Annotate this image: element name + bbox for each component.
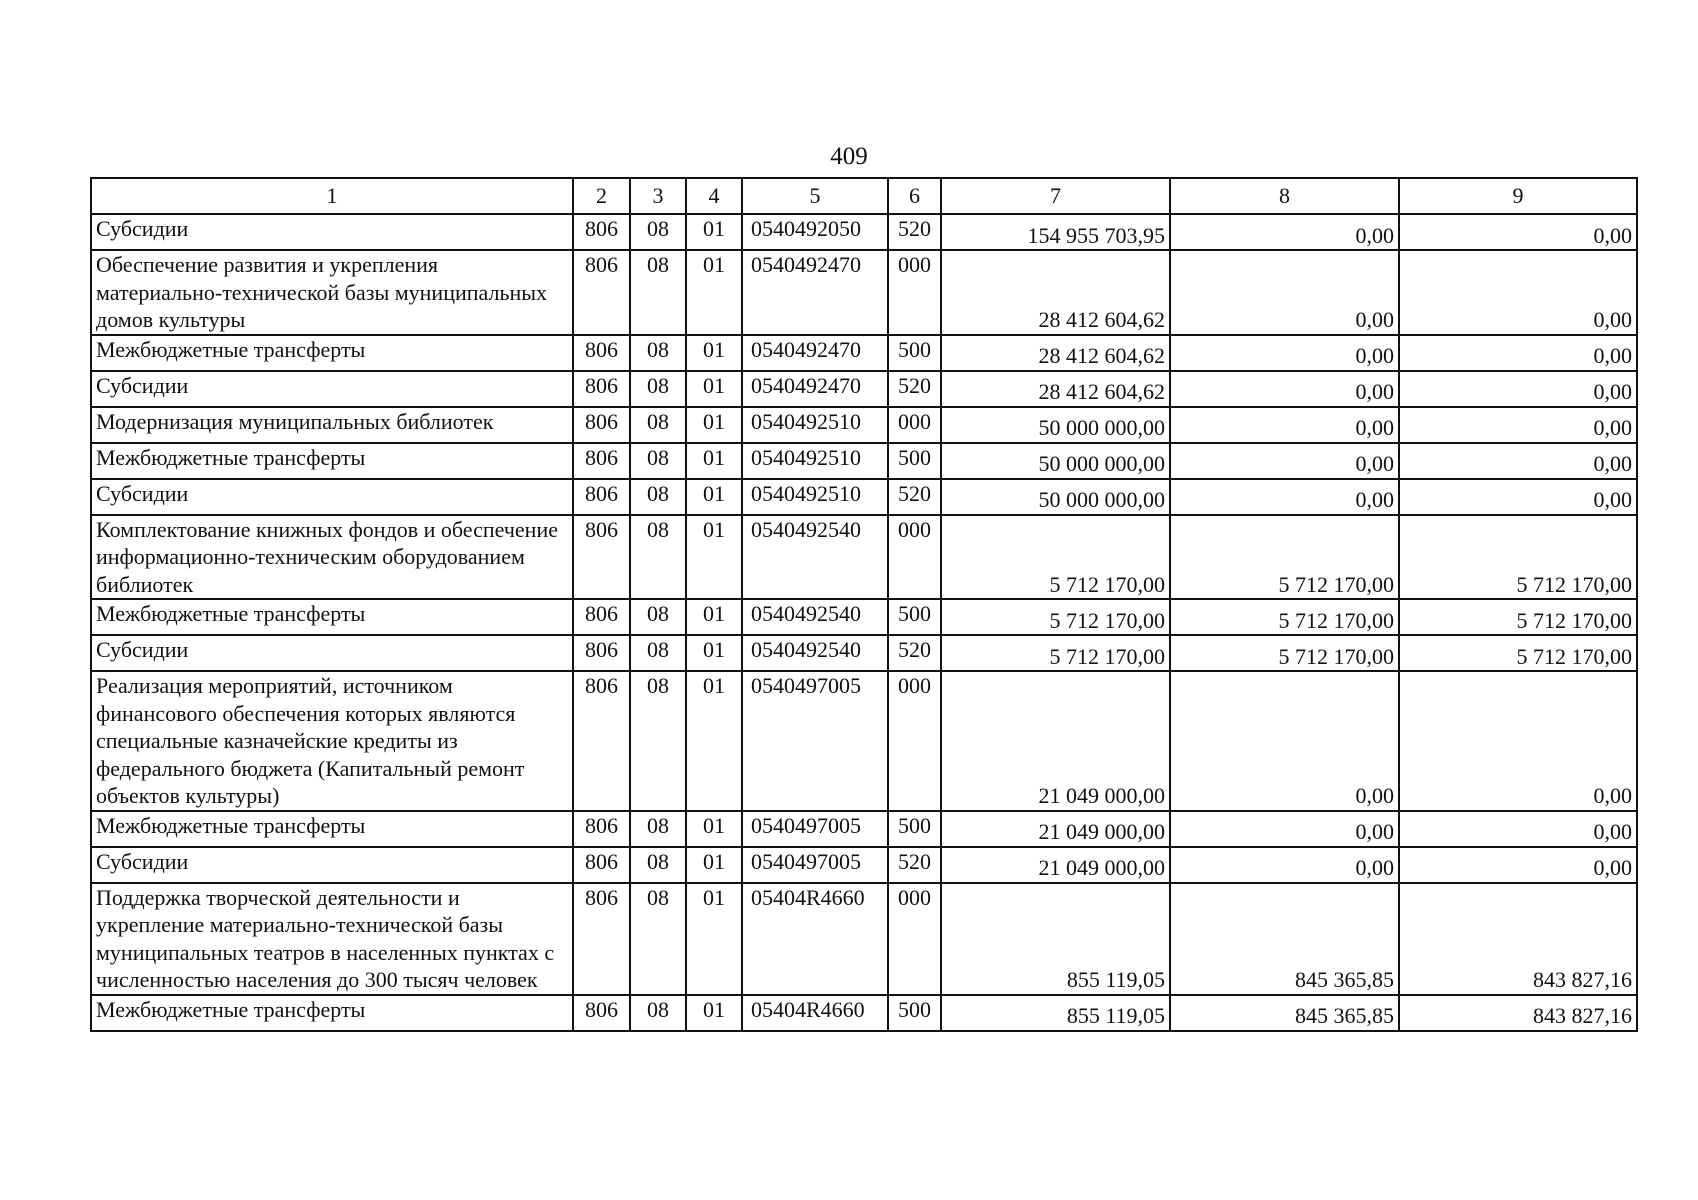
section-cell: 08 <box>630 407 686 443</box>
amount-col7-cell: 5 712 170,00 <box>941 635 1170 671</box>
name-cell: Поддержка творческой деятельности и укрепление материально-технической базы муниципальных театров в населенных пунктах с численностью населения до 300 тысяч человек <box>91 883 573 995</box>
target-article-cell: 05404R4660 <box>742 995 888 1031</box>
amount-col9-cell: 843 827,16 <box>1399 883 1637 995</box>
amount-col9-cell: 0,00 <box>1399 214 1637 250</box>
subsection-cell: 01 <box>686 635 742 671</box>
name-cell: Межбюджетные трансферты <box>91 811 573 847</box>
amount-col7-cell: 28 412 604,62 <box>941 250 1170 335</box>
name-cell: Субсидии <box>91 214 573 250</box>
table-body <box>91 214 1637 1031</box>
amount-col8-cell: 0,00 <box>1170 250 1399 335</box>
admin-code-cell: 806 <box>573 599 630 635</box>
name-cell: Субсидии <box>91 371 573 407</box>
expense-type-cell: 520 <box>888 371 941 407</box>
header-cell-7: 7 <box>941 178 1170 214</box>
target-article-cell: 0540492540 <box>742 515 888 600</box>
amount-col9-cell: 5 712 170,00 <box>1399 599 1637 635</box>
name-cell: Модернизация муниципальных библиотек <box>91 407 573 443</box>
subsection-cell: 01 <box>686 847 742 883</box>
admin-code-cell: 806 <box>573 250 630 335</box>
name-cell: Субсидии <box>91 635 573 671</box>
admin-code-cell: 806 <box>573 811 630 847</box>
admin-code-cell: 806 <box>573 635 630 671</box>
section-cell: 08 <box>630 443 686 479</box>
table-row <box>91 599 1637 635</box>
target-article-cell: 0540492510 <box>742 443 888 479</box>
expense-type-cell: 000 <box>888 250 941 335</box>
amount-col9-cell: 843 827,16 <box>1399 995 1637 1031</box>
header-cell-6: 6 <box>888 178 941 214</box>
expense-type-cell: 520 <box>888 479 941 515</box>
target-article-cell: 0540492510 <box>742 407 888 443</box>
amount-col8-cell: 0,00 <box>1170 214 1399 250</box>
amount-col9-cell: 0,00 <box>1399 443 1637 479</box>
amount-col8-cell: 845 365,85 <box>1170 995 1399 1031</box>
amount-col9-cell: 0,00 <box>1399 371 1637 407</box>
target-article-cell: 0540492470 <box>742 371 888 407</box>
amount-col8-cell: 0,00 <box>1170 335 1399 371</box>
amount-col8-cell: 845 365,85 <box>1170 883 1399 995</box>
subsection-cell: 01 <box>686 599 742 635</box>
section-cell: 08 <box>630 515 686 600</box>
table-row <box>91 443 1637 479</box>
amount-col8-cell: 0,00 <box>1170 407 1399 443</box>
section-cell: 08 <box>630 671 686 811</box>
admin-code-cell: 806 <box>573 407 630 443</box>
target-article-cell: 0540492510 <box>742 479 888 515</box>
header-cell-5: 5 <box>742 178 888 214</box>
header-cell-3: 3 <box>630 178 686 214</box>
amount-col7-cell: 50 000 000,00 <box>941 443 1170 479</box>
target-article-cell: 0540497005 <box>742 671 888 811</box>
amount-col8-cell: 0,00 <box>1170 443 1399 479</box>
name-cell: Межбюджетные трансферты <box>91 599 573 635</box>
expense-type-cell: 000 <box>888 407 941 443</box>
name-cell: Комплектование книжных фондов и обеспечение информационно-техническим оборудованием библиотек <box>91 515 573 600</box>
page-number: 409 <box>830 143 868 170</box>
admin-code-cell: 806 <box>573 479 630 515</box>
admin-code-cell: 806 <box>573 371 630 407</box>
admin-code-cell: 806 <box>573 443 630 479</box>
name-cell: Межбюджетные трансферты <box>91 443 573 479</box>
subsection-cell: 01 <box>686 479 742 515</box>
table-row <box>91 811 1637 847</box>
target-article-cell: 05404R4660 <box>742 883 888 995</box>
admin-code-cell: 806 <box>573 214 630 250</box>
section-cell: 08 <box>630 479 686 515</box>
expense-type-cell: 500 <box>888 443 941 479</box>
amount-col8-cell: 0,00 <box>1170 811 1399 847</box>
table-row <box>91 214 1637 250</box>
table-row <box>91 479 1637 515</box>
subsection-cell: 01 <box>686 995 742 1031</box>
target-article-cell: 0540492540 <box>742 599 888 635</box>
name-cell: Обеспечение развития и укрепления материально-технической базы муниципальных домов культуры <box>91 250 573 335</box>
section-cell: 08 <box>630 883 686 995</box>
name-cell: Субсидии <box>91 479 573 515</box>
subsection-cell: 01 <box>686 214 742 250</box>
subsection-cell: 01 <box>686 671 742 811</box>
admin-code-cell: 806 <box>573 847 630 883</box>
target-article-cell: 0540492540 <box>742 635 888 671</box>
expense-type-cell: 520 <box>888 635 941 671</box>
amount-col7-cell: 855 119,05 <box>941 883 1170 995</box>
name-cell: Межбюджетные трансферты <box>91 335 573 371</box>
expense-type-cell: 000 <box>888 515 941 600</box>
table-row <box>91 407 1637 443</box>
header-cell-1: 1 <box>91 178 573 214</box>
target-article-cell: 0540492470 <box>742 250 888 335</box>
table-row <box>91 883 1637 995</box>
amount-col7-cell: 5 712 170,00 <box>941 599 1170 635</box>
subsection-cell: 01 <box>686 443 742 479</box>
section-cell: 08 <box>630 599 686 635</box>
amount-col9-cell: 0,00 <box>1399 335 1637 371</box>
subsection-cell: 01 <box>686 883 742 995</box>
admin-code-cell: 806 <box>573 883 630 995</box>
amount-col8-cell: 0,00 <box>1170 479 1399 515</box>
amount-col7-cell: 50 000 000,00 <box>941 407 1170 443</box>
amount-col7-cell: 28 412 604,62 <box>941 335 1170 371</box>
admin-code-cell: 806 <box>573 995 630 1031</box>
amount-col9-cell: 0,00 <box>1399 811 1637 847</box>
name-cell: Реализация мероприятий, источником финансового обеспечения которых являются специальные казначейские кредиты из федерального бюджета (Капитальный ремонт объектов культуры) <box>91 671 573 811</box>
amount-col9-cell: 5 712 170,00 <box>1399 515 1637 600</box>
expense-type-cell: 500 <box>888 995 941 1031</box>
expense-type-cell: 500 <box>888 811 941 847</box>
amount-col7-cell: 28 412 604,62 <box>941 371 1170 407</box>
subsection-cell: 01 <box>686 811 742 847</box>
header-cell-2: 2 <box>573 178 630 214</box>
expense-type-cell: 520 <box>888 847 941 883</box>
amount-col9-cell: 0,00 <box>1399 479 1637 515</box>
amount-col7-cell: 855 119,05 <box>941 995 1170 1031</box>
subsection-cell: 01 <box>686 515 742 600</box>
amount-col8-cell: 0,00 <box>1170 371 1399 407</box>
amount-col8-cell: 5 712 170,00 <box>1170 515 1399 600</box>
header-cell-4: 4 <box>686 178 742 214</box>
expense-type-cell: 520 <box>888 214 941 250</box>
admin-code-cell: 806 <box>573 671 630 811</box>
target-article-cell: 0540497005 <box>742 847 888 883</box>
amount-col9-cell: 0,00 <box>1399 250 1637 335</box>
expense-type-cell: 500 <box>888 599 941 635</box>
table-row <box>91 847 1637 883</box>
amount-col8-cell: 5 712 170,00 <box>1170 635 1399 671</box>
subsection-cell: 01 <box>686 407 742 443</box>
budget-table <box>90 177 1638 1032</box>
table-row <box>91 250 1637 335</box>
table-row <box>91 515 1637 600</box>
admin-code-cell: 806 <box>573 515 630 600</box>
header-cell-9: 9 <box>1399 178 1637 214</box>
subsection-cell: 01 <box>686 335 742 371</box>
amount-col9-cell: 0,00 <box>1399 671 1637 811</box>
table-row <box>91 635 1637 671</box>
amount-col9-cell: 0,00 <box>1399 847 1637 883</box>
expense-type-cell: 500 <box>888 335 941 371</box>
section-cell: 08 <box>630 635 686 671</box>
section-cell: 08 <box>630 847 686 883</box>
amount-col7-cell: 154 955 703,95 <box>941 214 1170 250</box>
amount-col8-cell: 0,00 <box>1170 847 1399 883</box>
subsection-cell: 01 <box>686 250 742 335</box>
admin-code-cell: 806 <box>573 335 630 371</box>
amount-col8-cell: 0,00 <box>1170 671 1399 811</box>
expense-type-cell: 000 <box>888 671 941 811</box>
header-cell-8: 8 <box>1170 178 1399 214</box>
amount-col9-cell: 0,00 <box>1399 407 1637 443</box>
target-article-cell: 0540492050 <box>742 214 888 250</box>
name-cell: Субсидии <box>91 847 573 883</box>
table-row <box>91 371 1637 407</box>
subsection-cell: 01 <box>686 371 742 407</box>
amount-col7-cell: 21 049 000,00 <box>941 671 1170 811</box>
name-cell: Межбюджетные трансферты <box>91 995 573 1031</box>
target-article-cell: 0540497005 <box>742 811 888 847</box>
target-article-cell: 0540492470 <box>742 335 888 371</box>
amount-col7-cell: 5 712 170,00 <box>941 515 1170 600</box>
section-cell: 08 <box>630 335 686 371</box>
expense-type-cell: 000 <box>888 883 941 995</box>
section-cell: 08 <box>630 371 686 407</box>
amount-col7-cell: 21 049 000,00 <box>941 847 1170 883</box>
amount-col8-cell: 5 712 170,00 <box>1170 599 1399 635</box>
table-row <box>91 671 1637 811</box>
amount-col9-cell: 5 712 170,00 <box>1399 635 1637 671</box>
header-row <box>91 178 1637 214</box>
section-cell: 08 <box>630 250 686 335</box>
section-cell: 08 <box>630 995 686 1031</box>
section-cell: 08 <box>630 214 686 250</box>
amount-col7-cell: 21 049 000,00 <box>941 811 1170 847</box>
table-row <box>91 335 1637 371</box>
section-cell: 08 <box>630 811 686 847</box>
table-row <box>91 995 1637 1031</box>
amount-col7-cell: 50 000 000,00 <box>941 479 1170 515</box>
